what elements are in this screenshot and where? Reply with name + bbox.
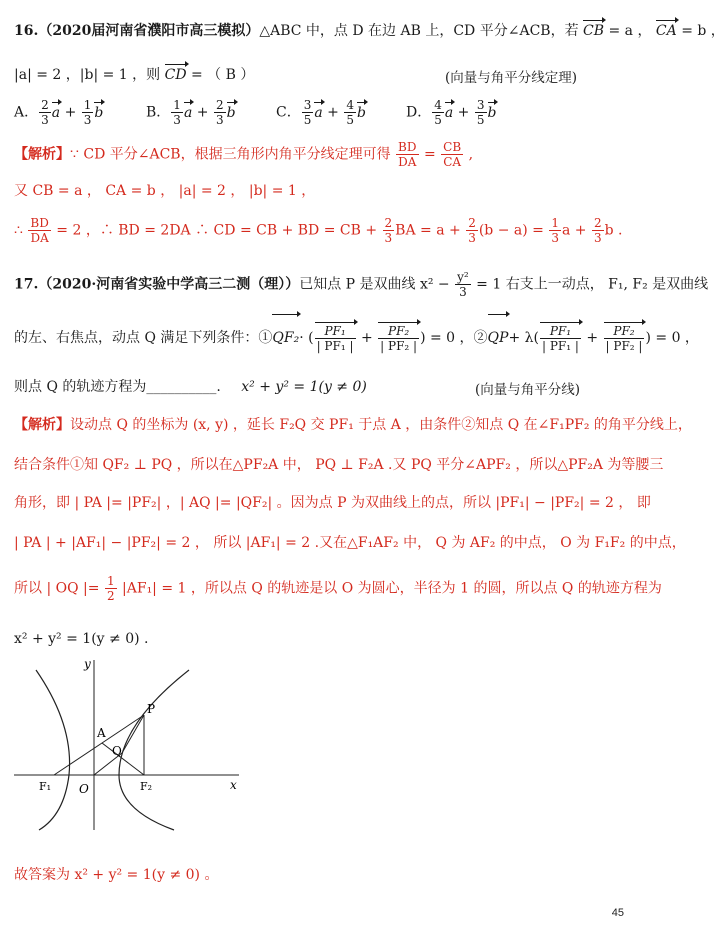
option-label: C． — [276, 104, 301, 121]
q16-stem: △ABC 中，点 D 在边 AB 上，CD 平分∠ACB，若 — [259, 23, 579, 39]
right-branch — [119, 670, 189, 830]
option-d: D． $\frac{4}{5}$ a + $\frac{3}{5}$ b — [406, 98, 497, 127]
option-label: D． — [406, 104, 432, 121]
q16-head: 16.（2020届河南省濮阳市高三模拟） — [14, 23, 260, 39]
q17-sol-4: | PA | + |AF₁| − |PF₂| = 2 ， 所以 |AF₁| = 2 .又在△F₁AF₂ 中， Q 为 AF₂ 的中点， O 为 F₁F₂ 的中点， — [14, 535, 686, 551]
q17-sol-2: 结合条件①知 QF₂ ⊥ PQ ，所以在△PF₂A 中， PQ ⊥ F₂A .又 PQ 平分∠APF₂ ，所以△PF₂A 为等腰三 — [14, 457, 664, 473]
q16-solution-3: ∴ $\frac{BD}{DA}$ = 2 ，∴ BD = 2DA ∴ CD = CB + BD = CB + $\frac{2}{3}$ BA = a + $\frac{2}{3}$ (b − a) = $\frac{1}{3}$ a + $\frac{2}{3}$ b . — [14, 216, 623, 245]
option-label: A． — [14, 104, 39, 121]
solution-tag: 【解析】 — [14, 417, 70, 433]
q17-line2: 的左、右焦点，动点 Q 满足下列条件：①QF₂· ( $\frac{\text{PF₁}}{\text{| PF₁ |}}$ + $\frac{\text{PF₂}}{\text{| PF₂ |}}$ ) = 0 ，②QP+ λ( $\frac{\text{PF₁}}{\text{| PF₁ |}}$ + $\frac{\text{PF₂}}{\text{| PF₂ |}}$ ) = 0 ， — [14, 316, 699, 360]
q16-given: |a| = 2 ，|b| = 1 ，则 — [14, 67, 161, 83]
vec-cb: CB — [583, 23, 605, 39]
option-c: C． $\frac{3}{5}$ a + $\frac{4}{5}$ b — [276, 98, 366, 127]
left-branch — [36, 670, 70, 830]
q17-sol-5: 所以 | OQ |= $\frac{1}{2}$ |AF₁| = 1 ，所以点 Q 的轨迹是以 O 为圆心，半径为 1 的圆，所以点 Q 的轨迹方程为 — [14, 574, 662, 603]
q17-sol-1: 【解析】设动点 Q 的坐标为 (x, y) ，延长 F₂Q 交 PF₁ 于点 A ，由条件②知点 Q 在∠F₁PF₂ 的角平分线上， — [14, 417, 692, 433]
option-a: A． $\frac{2}{3}$ a + $\frac{1}{3}$ b — [14, 98, 104, 127]
vec-ca: CA — [655, 23, 677, 39]
q16-solution-1: 【解析】∵ CD 平分∠ACB，根据三角形内角平分线定理可得 $\frac{BD}{DA}$ = $\frac{CB}{CA}$ , — [14, 140, 474, 169]
label-y: y — [84, 657, 91, 671]
q17-line1: 17.（2020·河南省实验中学高三二测（理））已知点 P 是双曲线 x² − $\frac{\text{y²}}{3}$ = 1 右支上一动点， F₁, F₂ 是双曲线 — [14, 270, 709, 299]
segment-a-f2 — [102, 743, 144, 775]
q17-stem3: 则点 Q 的轨迹方程为__________. — [14, 379, 221, 395]
q16-sol1-text: ∵ CD 平分∠ACB，根据三角形内角平分线定理可得 — [70, 146, 391, 163]
q16-line1 — [14, 22, 725, 40]
q17-stem1b: = 1 右支上一动点， F₁, F₂ 是双曲线 — [476, 276, 709, 293]
hyperbola-figure — [14, 655, 254, 835]
q17-category: (向量与角平分线) — [475, 382, 581, 398]
label-q: Q — [112, 744, 122, 758]
label-f2: F₂ — [140, 780, 153, 793]
q16-solution-2: 又 CB = a ， CA = b ， |a| = 2 ， |b| = 1 ， — [14, 183, 316, 199]
q16-answer: = （ B ） — [186, 67, 255, 83]
segment-p-q — [122, 715, 144, 753]
q16-line2 — [14, 66, 254, 84]
q17-sol-6: x² + y² = 1(y ≠ 0) . — [14, 631, 149, 647]
q17-head: 17.（2020·河南省实验中学高三二测（理）） — [14, 276, 300, 293]
q17-sol-3: 角形，即 | PA |= |PF₂| ，| AQ |= |QF₂| 。因为点 P 为双曲线上的点，所以 |PF₁| − |PF₂| = 2 ， 即 — [14, 495, 651, 511]
q17-answer: x² + y² = 1(y ≠ 0) — [241, 379, 367, 395]
q17-line3 — [14, 378, 367, 396]
q16-eq-b: = b ， — [676, 23, 725, 39]
page-number: 45 — [611, 907, 624, 919]
label-x: x — [230, 778, 237, 792]
option-label: B． — [146, 104, 171, 121]
label-a: A — [97, 726, 106, 740]
option-b: B． $\frac{1}{3}$ a + $\frac{2}{3}$ b — [146, 98, 236, 127]
label-f1: F₁ — [39, 780, 52, 793]
final-answer: 故答案为 x² + y² = 1(y ≠ 0) 。 — [14, 867, 219, 883]
q16-category: (向量与角平分线定理) — [445, 70, 578, 86]
q17-stem1: 已知点 P 是双曲线 x² − — [299, 276, 450, 293]
segment-f1-p — [54, 715, 144, 775]
label-o: O — [79, 782, 89, 796]
q16-eq-a: = a ， — [604, 23, 652, 39]
solution-tag: 【解析】 — [14, 146, 70, 163]
vec-cd: CD — [164, 67, 187, 83]
label-p: P — [147, 702, 156, 716]
